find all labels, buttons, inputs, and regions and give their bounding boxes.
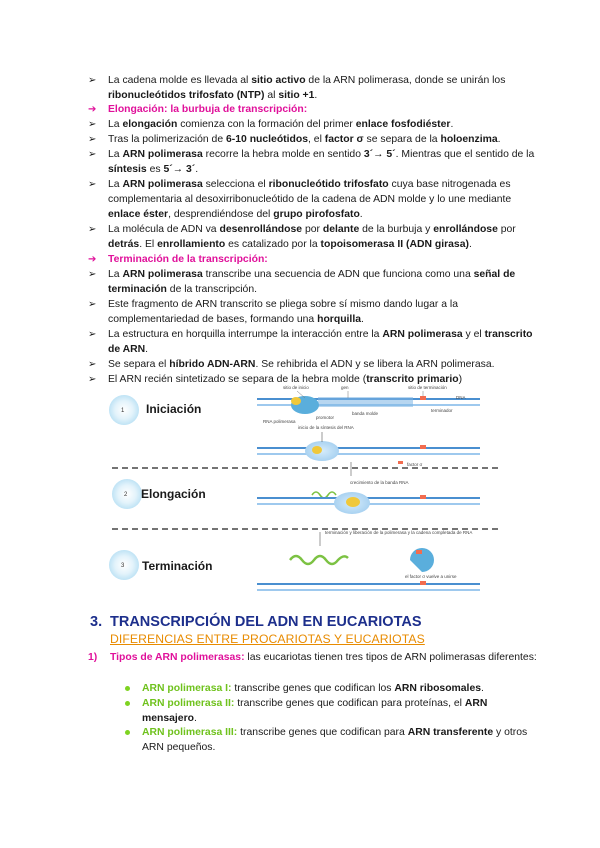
stage-iniciacion	[109, 395, 201, 425]
bold-text: enlace éster	[108, 209, 169, 220]
arrow-icon: ➔	[88, 254, 97, 265]
bold-text: enrollándose	[433, 224, 498, 235]
label-inicio-sintesis: inicio de la síntesis del RNA	[298, 425, 354, 430]
bold-text: elongación	[122, 119, 178, 130]
text-run: .	[193, 713, 197, 724]
text-run: )	[458, 374, 463, 385]
bold-text: topoisomerasa II (ADN girasa)	[320, 239, 469, 250]
polymerase-item	[125, 696, 535, 726]
text-run: selecciona el	[202, 179, 269, 190]
stage-label: Terminación	[142, 559, 213, 573]
bold-text: transcrito de ARN	[108, 329, 533, 355]
text-run: Tras la polimerización de	[108, 134, 227, 145]
text-run: . El	[139, 239, 158, 250]
text-run: La cadena molde es llevada al	[108, 75, 252, 86]
bold-text: ARN polimerasa	[122, 179, 203, 190]
bullet-arrow-icon: ➢	[88, 374, 97, 385]
label-rna-polimerasa: RNA polimerasa	[263, 419, 296, 424]
text-run: transcribe una secuencia de ADN que funciona como una	[202, 269, 474, 280]
bold-text: 5´→ 3´	[163, 164, 196, 175]
text-run: y otros ARN pequeños.	[142, 727, 528, 753]
bullet-arrow-icon: ➢	[88, 149, 97, 160]
section-title: TRANSCRIPCIÓN DEL ADN EN EUCARIOTAS	[110, 614, 422, 630]
text-run: es	[146, 164, 164, 175]
bold-text: señal de terminación	[108, 269, 516, 295]
polymerase-text	[142, 725, 535, 755]
bullet-arrow-icon: ➢	[88, 359, 97, 370]
point-number: 1)	[88, 652, 98, 663]
text-run: La estructura en horquilla interrumpe la interacción entre la	[108, 329, 383, 340]
text-run: se separa de la	[363, 134, 441, 145]
bold-text: transcrito primario	[366, 374, 459, 385]
section-subtitle: DIFERENCIAS ENTRE PROCARIOTAS Y EUCARIOTAS	[110, 632, 425, 646]
label-sitio-inicio: sitio de inicio	[283, 385, 309, 390]
bold-text: ARN polimerasa	[382, 329, 463, 340]
text-run: comienza con la formación del primer	[177, 119, 356, 130]
point-text: las eucariotas tienen tres tipos de ARN polimerasas diferentes:	[244, 652, 537, 663]
label-factor-sigma: factor σ	[407, 462, 423, 467]
point-1	[88, 650, 538, 665]
text-run: .	[145, 344, 149, 355]
bold-text: síntesis	[108, 164, 147, 175]
text-run: .	[195, 164, 199, 175]
bold-text: sitio activo	[251, 75, 306, 86]
bold-text: ARN transferente	[407, 727, 494, 738]
initiation-diagram	[257, 385, 480, 461]
label-terminacion-liberacion: terminación y liberación de la polimerasa y la cadena completada de RNA	[325, 530, 473, 535]
label-gen: gen	[341, 385, 349, 390]
arrow-icon: ➔	[88, 104, 97, 115]
stage-number: 2	[124, 492, 128, 498]
text-run: Este fragmento de ARN transcrito se pliega sobre sí mismo dando lugar a la complementariedad de bases, formando una	[108, 299, 458, 325]
text-run: transcribe genes que codifican para	[237, 727, 408, 738]
label-promotor: promotor	[316, 415, 335, 420]
text-run: , desprendiéndose del	[168, 209, 274, 220]
text-run: cuya base nitrogenada es complementaria al desoxirribonucleótido de la cadena de ADN molde y lo une mediante	[108, 179, 512, 205]
stage-label: Iniciación	[146, 402, 202, 416]
stage-label: Elongación	[141, 487, 206, 501]
text-run: transcribe genes que codifican para proteínas, el	[234, 698, 465, 709]
bold-text: detrás	[108, 239, 140, 250]
polymerase-item	[125, 681, 535, 696]
text-run: .	[360, 314, 364, 325]
bullet-arrow-icon: ➢	[88, 75, 97, 86]
text-run: El ARN recién sintetizado se separa de la hebra molde (	[108, 374, 367, 385]
bullet-dot-icon	[125, 701, 130, 706]
stage-number: 3	[121, 563, 125, 569]
text-run: es catalizado por la	[225, 239, 321, 250]
bullet-dot-icon	[125, 686, 130, 691]
bold-text: ARN polimerasa	[122, 269, 203, 280]
bullet-arrow-icon: ➢	[88, 269, 97, 280]
text-run: .	[359, 209, 363, 220]
label-banda-molde: banda molde	[352, 411, 379, 416]
polymerase-item	[125, 725, 535, 755]
subheading-text: Elongación: la burbuja de transcripción:	[108, 104, 308, 115]
polymerase-text	[142, 681, 535, 696]
bullet-arrow-icon: ➢	[88, 224, 97, 235]
bold-text: holoenzima	[440, 134, 498, 145]
text-run: .	[497, 134, 501, 145]
section-heading	[90, 614, 422, 630]
text-run: . Se rehibrida el ADN y se libera la ARN polimerasa.	[255, 359, 495, 370]
bold-text: desenrollándose	[219, 224, 303, 235]
polymerase-name: ARN polimerasa I:	[142, 683, 232, 694]
bullet-arrow-icon: ➢	[88, 329, 97, 340]
text-run: , el	[308, 134, 325, 145]
stage-terminacion	[109, 550, 212, 580]
text-run: La molécula de ADN va	[108, 224, 220, 235]
text-run: recorre la hebra molde en sentido	[202, 149, 364, 160]
text-run: .	[481, 683, 484, 694]
bold-text: ribonucleótidos trifosfato (NTP)	[108, 90, 265, 101]
bullet-arrow-icon: ➢	[88, 299, 97, 310]
bold-text: sitio +1	[278, 90, 315, 101]
text-run: de la transcripción.	[166, 284, 258, 295]
text-run: . Mientras que el sentido de la	[395, 149, 535, 160]
bold-text: factor σ	[324, 134, 364, 145]
bold-text: horquilla	[317, 314, 361, 325]
text-run: .	[450, 119, 454, 130]
bold-text: híbrido ADN-ARN	[169, 359, 256, 370]
bold-text: enrollamiento	[157, 239, 226, 250]
text-run: .	[468, 239, 472, 250]
label-crecimiento: crecimiento de la banda RNA	[350, 480, 409, 485]
text-run: La	[108, 179, 123, 190]
text-run: de la burbuja y	[359, 224, 434, 235]
text-run: Se separa el	[108, 359, 170, 370]
bold-text: ARN ribosomales	[394, 683, 482, 694]
polymerase-name: ARN polimerasa II:	[142, 698, 235, 709]
text-run: .	[314, 90, 318, 101]
bold-text: ARN mensajero	[142, 698, 488, 724]
label-sitio-terminacion: sitio de terminación	[408, 385, 447, 390]
bullet-arrow-icon: ➢	[88, 179, 97, 190]
bullet-dot-icon	[125, 730, 130, 735]
bullet-arrow-icon: ➢	[88, 119, 97, 130]
bold-text: ribonucleótido trifosfato	[268, 179, 389, 190]
text-run: por	[497, 224, 516, 235]
stage-number: 1	[121, 408, 125, 414]
subheading-text: Terminación de la transcripción:	[108, 254, 268, 265]
text-run: La	[108, 119, 123, 130]
termination-diagram	[257, 530, 480, 590]
elongation-diagram	[257, 461, 480, 514]
text-run: por	[302, 224, 323, 235]
bold-text: 3´→ 5´	[363, 149, 396, 160]
text-run: y el	[462, 329, 485, 340]
text-run: La	[108, 269, 123, 280]
bold-text: grupo pirofosfato	[273, 209, 360, 220]
text-run: La	[108, 149, 123, 160]
text-run: al	[264, 90, 279, 101]
bold-text: 6-10 nucleótidos	[226, 134, 309, 145]
polymerase-name: ARN polimerasa III:	[142, 727, 238, 738]
stage-elongacion	[112, 479, 206, 509]
point-title: Tipos de ARN polimerasas:	[110, 652, 245, 663]
bold-text: enlace fosfodiéster	[355, 119, 451, 130]
bullet-arrow-icon: ➢	[88, 134, 97, 145]
text-run: transcribe genes que codifican los	[231, 683, 395, 694]
bold-text: delante	[322, 224, 360, 235]
label-terminador: terminador	[431, 408, 453, 413]
text-run: de la ARN polimerasa, donde se unirán los	[305, 75, 506, 86]
section-number: 3.	[90, 614, 103, 630]
polymerase-text	[142, 696, 535, 726]
label-dna: DNA	[456, 395, 466, 400]
label-factor-reune: el factor σ vuelve a unirse	[405, 574, 457, 579]
bold-text: ARN polimerasa	[122, 149, 203, 160]
